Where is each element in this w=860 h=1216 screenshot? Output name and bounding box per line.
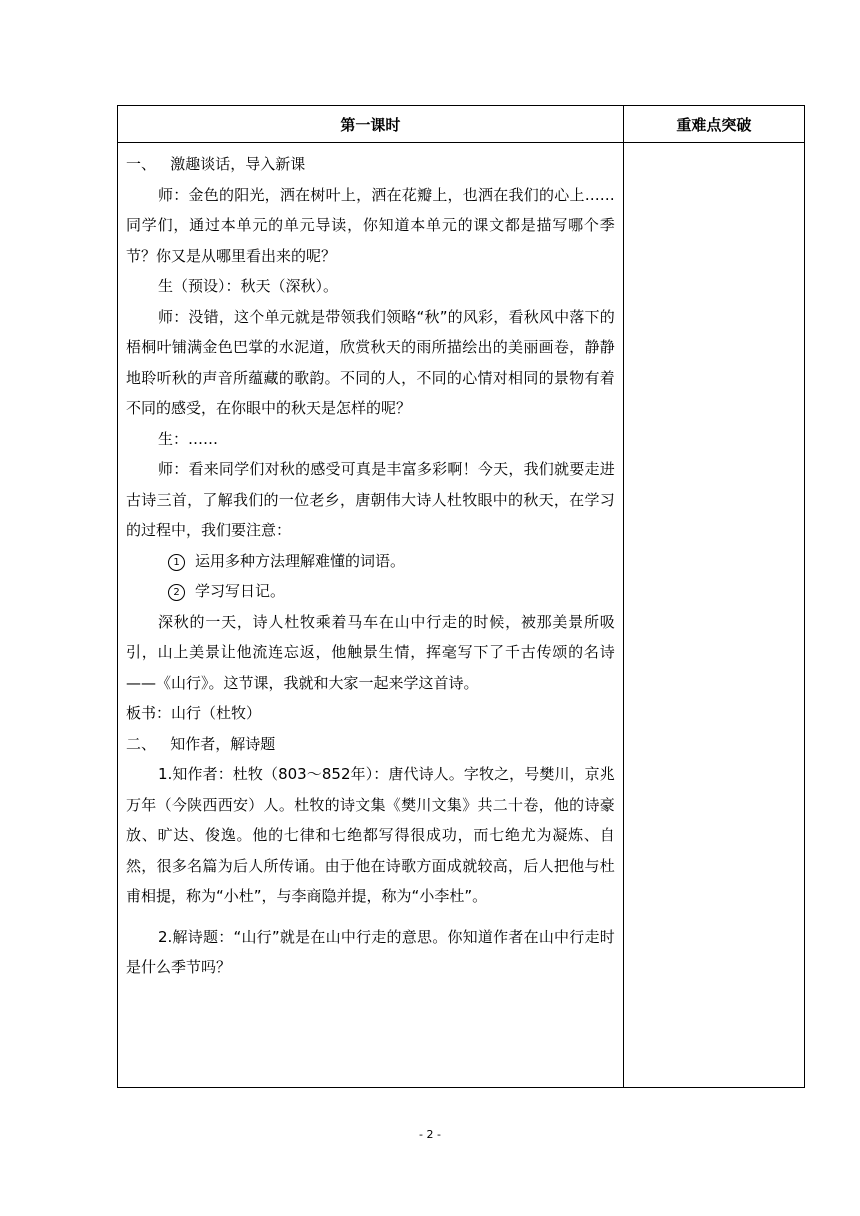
circled-number-1: 1	[168, 554, 185, 571]
table-header-row	[118, 106, 805, 143]
lesson-table	[117, 105, 805, 1088]
paragraph-student-ellipsis: 生：……	[158, 429, 219, 448]
page-number: - 2 -	[419, 1128, 441, 1141]
paragraph-teacher-autumn: 师：没错，这个单元就是带领我们领略“秋”的风彩，看秋风中落下的梧桐叶铺满金色巴掌的水泥道，欣赏秋天的雨所描绘出的美丽画卷，静静地聆听秋的声音所蕴藏的歌韵。不同的人，不同的心情对相同的景物有着不同的感受，在你眼中的秋天是怎样的呢？	[126, 307, 615, 417]
section-1-title: 一、 激趣谈话，导入新课	[126, 155, 306, 173]
paragraph-title-explain: 2.解诗题：“山行”就是在山中行走的意思。你知道作者在山中行走时是什么季节吗？	[126, 927, 615, 976]
paragraph-teacher-intro: 师：金色的阳光，洒在树叶上，洒在花瓣上，也洒在我们的心上……同学们，通过本单元的单元导读，你知道本单元的课文都是描写哪个季节？你又是从哪里看出来的呢？	[126, 185, 615, 265]
header-key-points: 重难点突破	[623, 106, 804, 143]
list-item-2-text: 学习写日记。	[195, 582, 286, 600]
header-lesson-period: 第一课时	[118, 106, 624, 143]
spacer	[126, 912, 615, 922]
section-2-title: 二、 知作者，解诗题	[126, 734, 276, 753]
lesson-content-cell	[118, 143, 624, 1088]
list-item-1	[126, 546, 615, 577]
paragraph-poem-intro: 深秋的一天，诗人杜牧乘着马车在山中行走的时候，被那美景所吸引，山上美景让他流连忘返，他触景生情，挥毫写下了千古传颂的名诗——《山行》。这节课，我就和大家一起来学这首诗。	[126, 612, 615, 692]
list-item-1-text: 运用多种方法理解难懂的词语。	[195, 551, 406, 570]
table-content-row	[118, 143, 805, 1088]
circled-number-2: 2	[168, 584, 185, 601]
key-points-cell	[623, 143, 804, 1088]
list-item-2	[126, 576, 615, 607]
paragraph-student-answer: 生（预设）：秋天（深秋）。	[158, 277, 339, 295]
paragraph-board-note: 板书：山行（杜牧）	[126, 704, 262, 722]
paragraph-author-info: 1.知作者：杜牧（803～852年）：唐代诗人。字牧之，号樊川，京兆万年（今陕西西安）人。杜牧的诗文集《樊川文集》共二十卷，他的诗豪放、旷达、俊逸。他的七律和七绝都写得很成功，而七绝尤为凝炼、自然，很多名篇为后人所传诵。由于他在诗歌方面成就较高，后人把他与杜甫相提，称为“小杜”，与李商隐并提，称为“小李杜”。	[126, 765, 615, 905]
paragraph-teacher-goals: 师：看来同学们对秋的感受可真是丰富多彩啊！今天，我们就要走进古诗三首，了解我们的一位老乡，唐朝伟大诗人杜牧眼中的秋天，在学习的过程中，我们要注意：	[126, 460, 615, 539]
